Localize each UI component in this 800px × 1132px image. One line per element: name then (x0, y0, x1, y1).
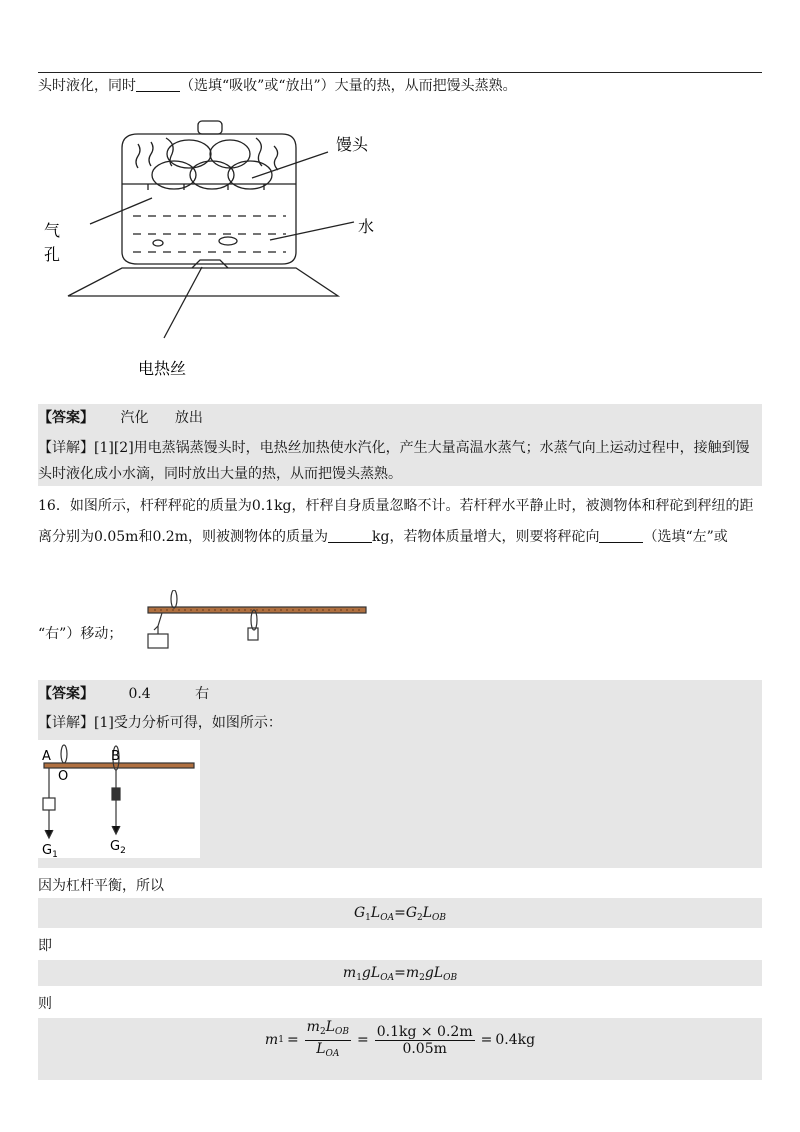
q16-text-a: 离分别为0.05m和0.2m，则被测物体的质量为 (38, 529, 328, 545)
answer-value-2: 右 (195, 686, 210, 702)
answer-tag: 【答案】 (38, 686, 94, 702)
label-wire: 电热丝 (138, 359, 187, 378)
q16-text-c: （选填“左”或 (643, 529, 728, 545)
text-because: 因为杠杆平衡，所以 (38, 878, 164, 894)
detail-15-line-2: 头时液化成小水滴，同时放出大量的热，从而把馒头蒸熟。 (38, 466, 402, 482)
leader-wire (164, 267, 202, 338)
steelyard-figure (140, 590, 372, 658)
question-16-line-2 (38, 527, 728, 547)
bubble-1 (153, 240, 163, 246)
equation-3: m 1 = $\frac{m_2L_{OB}}{L_{OA}}$ = $\frac{0.1kg \times 0.2m}{0.05m}$ = 0.4kg (264, 1018, 536, 1059)
label-A: A (42, 749, 51, 764)
intro-line (38, 76, 517, 96)
bubble-2 (219, 237, 237, 245)
label-B: B (111, 749, 120, 764)
label-kong: 孔 (44, 245, 61, 264)
counterweight (112, 788, 120, 800)
equation-1: $G_1L_{OA}=G_2L_{OB}$ (353, 905, 447, 923)
steam-2 (149, 142, 153, 166)
answer-value-1: 汽化 (120, 410, 149, 426)
text-ze: 则 (38, 996, 52, 1012)
label-mantou: 馒头 (336, 135, 369, 154)
steam-1 (136, 144, 140, 168)
text-ji: 即 (38, 938, 52, 954)
answer-value-2: 放出 (174, 410, 203, 426)
answer-blank (136, 77, 180, 92)
label-water: 水 (358, 217, 375, 236)
question-16-line-3: “右”）移动； (38, 626, 123, 642)
leader-water (270, 222, 354, 240)
leader-bun (252, 152, 328, 178)
arrowhead-g2 (112, 826, 120, 834)
steamer-base (68, 268, 338, 296)
answer-16 (38, 684, 209, 704)
intro-text-a: 头时液化，同时 (38, 78, 136, 94)
label-G1: $G_1$ (42, 843, 58, 858)
answer-blank (599, 528, 643, 543)
answer-15 (38, 408, 203, 428)
question-16-line-1: 16．如图所示，杆秤秤砣的质量为0.1kg，杆秤自身质量忽略不计。若杆秤水平静止时，被测物体和秤砣到秤纽的距 (38, 498, 754, 514)
object-box (148, 634, 168, 648)
intro-text-b: （选填“吸收”或“放出”）大量的热，从而把馒头蒸熟。 (180, 78, 517, 94)
equation-2: $m_1gL_{OA}=m_2gL_{OB}$ (342, 965, 458, 983)
q16-text-b: kg，若物体质量增大，则要将秤砣向 (372, 529, 600, 545)
label-O: O (58, 769, 69, 784)
lid-knob (198, 121, 222, 134)
bun-top (167, 140, 211, 168)
handle-loop (171, 590, 177, 608)
handle-loop (61, 745, 67, 763)
label-qi: 气 (44, 221, 61, 240)
detail-16-line-1: 【详解】[1]受力分析可得，如图所示： (38, 715, 282, 731)
arrowhead-g1 (45, 830, 53, 838)
force-diagram (38, 740, 200, 858)
label-G2: $G_2$ (110, 839, 126, 856)
steamer-figure (38, 112, 378, 384)
header-rule (38, 72, 762, 73)
answer-blank (328, 528, 372, 543)
bun-top-2 (210, 140, 250, 168)
object-box (43, 798, 55, 810)
answer-value-1: 0.4 (128, 686, 151, 702)
steam-5 (274, 146, 278, 170)
leader-vent (90, 198, 152, 224)
detail-15-line-1: 【详解】[1][2]用电蒸锅蒸馒头时，电热丝加热使水汽化，产生大量高温水蒸气；水蒸气向上运动过程中，接触到馒 (38, 440, 750, 456)
answer-tag: 【答案】 (38, 410, 94, 426)
